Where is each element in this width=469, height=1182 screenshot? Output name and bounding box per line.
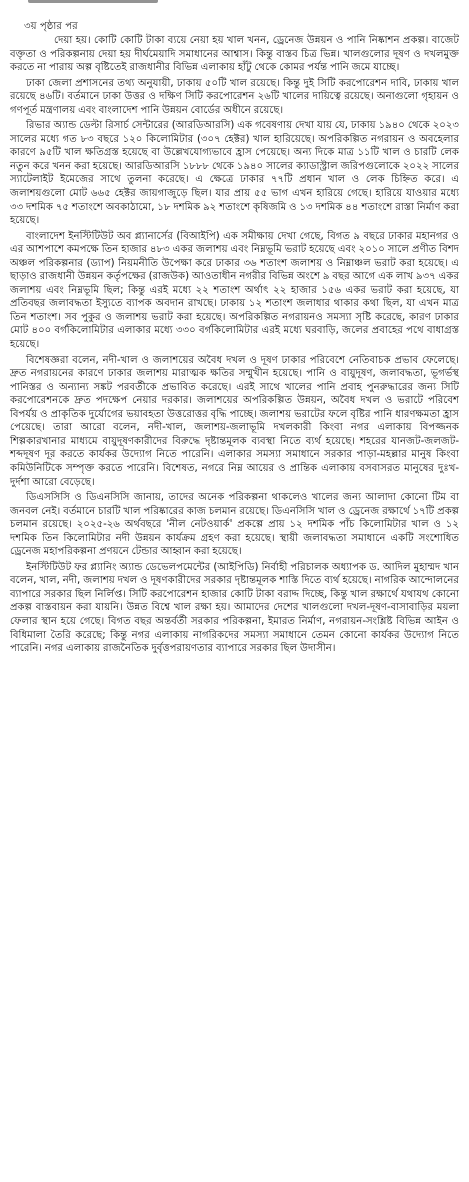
- article-body: [10, 34, 459, 656]
- clipped-headline-fragment: [28, 0, 158, 3]
- article-paragraph-4: বাংলাদেশ ইনস্টিটিউট অব প্ল্যানার্সের (বিআইপি) এক সমীক্ষায় দেখা গেছে, বিগত ৯ বছরে ঢাকার মহানগর ও এর আশপাশে কমপক্ষে তিন হাজার ৪৮৩ একর জলাশয় এবং নিম্নভূমি ভরাট হয়েছে এবং ২০১০ সালে প্রণীত বিশদ অঞ্চল পরিকল্পনার (ড্যাপ) নিয়মনীতি উপেক্ষা করে ঢাকার ৩৬ শতাংশ জলাশয় ও নিম্নাঞ্চল ভরাট করা হয়েছে। এ ছাড়াও রাজধানী উন্নয়ন কর্তৃপক্ষের (রাজউক) আওতাধীন নগরীর বিভিন্ন অংশে ৯ বছর আগে এক লাখ ৯৩৭ একর জলাশয় এবং নিম্নভূমি ছিল; কিন্তু এরই মধ্যে ২২ শতাংশ অর্থাৎ ২২ হাজার ১৫৬ একর ভরাট করা হয়েছে, যা প্রতিবছর জলাবদ্ধতা ইস্যুতে ব্যাপক অবদান রাখছে। ঢাকায় ১২ শতাংশ জলাধার থাকার কথা ছিল, যা এখন মাত্র তিন শতাংশ। সব পুকুর ও জলাশয় ভরাট করা হয়েছে। অপরিকল্পিত নগরায়নও সমস্যা সৃষ্টি করেছে, কারণ ঢাকার মোট ৪০০ বর্গকিলোমিটার এলাকার মধ্যে ৩৩০ বর্গকিলোমিটার এরই মধ্যে ঘরবাড়ি, জলের প্রবাহের পথে বাধাগ্রস্ত হয়েছে।: [10, 230, 459, 351]
- article-paragraph-2: ঢাকা জেলা প্রশাসনের তথ্য অনুযায়ী, ঢাকায় ৫০টি খাল রয়েছে। কিন্তু দুই সিটি করপোরেশন দাবি, ঢাকায় খাল রয়েছে ৪৬টি। বর্তমানে ঢাকা উত্তর ও দক্ষিণ সিটি করপোরেশন ২৬টি খালের দায়িত্বে রয়েছে। অনাগুলো গৃহায়ন ও গণপূর্ত মন্ত্রণালয় এবং বাংলাদেশ পানি উন্নয়ন বোর্ডের অধীনে রয়েছে।: [10, 77, 459, 116]
- article-paragraph-5: বিশেষজ্ঞরা বলেন, নদী-খাল ও জলাশয়ের অবৈধ দখল ও দূষণ ঢাকার পরিবেশে নেতিবাচক প্রভাব ফেলেছে। দ্রুত নগরায়নের কারণে ঢাকার জলাশয় মারাত্মক ক্ষতির সম্মুখীন হয়েছে। পানি ও বায়ুদূষণ, জলাবদ্ধতা, ভূগর্ভস্থ পানিস্তর ও অন্যান্য সঙ্কট পরবর্তীকে প্রভাবিত করেছে। এরই সাথে খালের পানি প্রবাহ পুনরুদ্ধারের জন্য সিটি করপোরেশনকে দ্রুত পদক্ষেপ নেয়ার দরকার। জলাশয়ের অপরিকল্পিত উন্নয়ন, অবৈধ দখল ও ভরাটে পরিবেশ বিপর্যয় ও প্রাকৃতিক দুর্যোগের ভয়াবহতা উত্তরোত্তর বৃদ্ধি পাচ্ছে। জলাশয় ভরাটের ফলে বৃষ্টির পানি ধারণক্ষমতা হ্রাস পেয়েছে। তারা আরো বলেন, নদী-খাল, জলাশয়-জলাভূমি দখলকারী কিংবা নগর এলাকায় বিপজ্জনক শিল্পকারখানার মাধ্যমে বায়ুদূষণকারীদের বিরুদ্ধে দৃষ্টান্তমূলক ব্যবস্থা নিতে ব্যর্থ হয়েছে। শহরের যানজট-জলজট-শব্দদূষণ দূর করতে কার্যকর উদ্যোগ নিতে পারেনি। এলাকার সমস্যা সমাধানে সরকার পাড়া-মহল্লার মানুষ কিংবা কমিউনিটিকে সম্পৃক্ত করতে পারেনি। বিশেষত, নগরে নিম্ন আয়ের ও প্রান্তিক এলাকায় বসবাসরত মানুষের দুঃখ-দুর্দশা আরো বেড়েছে।: [10, 354, 459, 488]
- article-paragraph-7: ইনস্টিটিউট ফর প্ল্যানিং অ্যান্ড ডেভেলপমেন্টের (আইপিডি) নির্বাহী পরিচালক অধ্যাপক ড. আদিল মুহাম্মদ খান বলেন, খাল, নদী, জলাশয় দখল ও দূষণকারীদের সরকার দৃষ্টান্তমূলক শাস্তি দিতে ব্যর্থ হয়েছে। নাগরিক আন্দোলনের ব্যাপারে সরকার ছিল নির্লিপ্ত। সিটি করপোরেশন হাজার কোটি টাকা বরাদ্দ দিচ্ছে, কিন্তু খাল রক্ষার্থে যথাযথ কোনো প্রকল্প বাস্তবায়ন করা যায়নি। উন্নত বিশ্বে খাল রক্ষা হয়। আমাদের দেশের খালগুলো দখল-দূষণ-বাসাবাড়ির ময়লা ফেলার স্থান হয়ে গেছে। বিগত বছর অন্তর্বর্তী সরকার পরিকল্পনা, ইমারত নির্মাণ, নগরায়ন-সংশ্লিষ্ট বিভিন্ন আইন ও বিধিমালা তৈরি করেছে; কিন্তু নগর এলাকায় নাগরিকদের সমস্যা সমাধানে তেমন কোনো কার্যকর উদ্যোগ নিতে পারেনি। নগর এলাকায় রাজনৈতিক দুর্বৃত্তপরায়ণতার ব্যাপারে সরকার ছিল উদাসীন।: [10, 561, 459, 655]
- continuation-note: ৩য় পৃষ্ঠার পর: [24, 21, 78, 32]
- article-paragraph-3: রিভার অ্যান্ড ডেল্টা রিসার্চ সেন্টারের (আরডিআরসি) এক গবেষণায় দেখা যায় যে, ঢাকায় ১৯৪০ থেকে ২০২৩ সালের মধ্যে গত ৮৩ বছরে ১২০ কিলোমিটার (৩০৭ হেক্টর) খাল হারিয়েছে। অপরিকল্পিত নগরায়ন ও অবহেলার কারণে ৯৫টি খাল ক্ষতিগ্রস্ত হয়েছে বা উল্লেখযোগ্যভাবে হ্রাস পেয়েছে। অন্য দিকে মাত্র ১১টি খাল ও চারটি লেক নতুন করে খনন করা হয়েছে। আরডিআরসি ১৮৮৮ থেকে ১৯৪০ সালের ক্যাডাস্ট্রাল জরিপগুলোকে ২০২২ সালের স্যাটেলাইট ইমেজের সাথে তুলনা করেছে। এ ক্ষেত্রে ঢাকার ৭৭টি প্রধান খাল ও লেক চিহ্নিত করে। এ জলাশয়গুলো মোট ৬৬৫ হেক্টর জায়গাজুড়ে ছিল। যার প্রায় ৫৫ ভাগ এখন হারিয়ে গেছে। হারিয়ে যাওয়ার মধ্যে ৩৩ দশমিক ৭৫ শতাংশে অবকাঠামো, ১৮ দশমিক ৯২ শতাংশে কৃষিজমি ও ১৩ দশমিক ৪৪ শতাংশে রাস্তা নির্মাণ করা হয়েছে।: [10, 120, 459, 227]
- article-paragraph-1: দেয়া হয়। কোটি কোটি টাকা ব্যয়ে নেয়া হয় খাল খনন, ড্রেনেজ উন্নয়ন ও পানি নিষ্কাশন প্রকল্প। বাজেট বক্তৃতা ও পরিকল্পনায় দেয়া হয় দীর্ঘমেয়াদি সমাধানের আশ্বাস। কিন্তু বাস্তব চিত্র ভিন্ন। খালগুলোর দূষণ ও দখলমুক্ত করতে না পারায় অল্প বৃষ্টিতেই রাজধানীর বিভিন্ন এলাকায় হাঁটু থেকে কোমর পর্যন্ত পানি জমে যাচ্ছে।: [10, 35, 459, 74]
- article-paragraph-6: ডিএসসিসি ও ডিএনসিসি জানায়, তাদের অনেক পরিকল্পনা থাকলেও খালের জন্য আলাদা কোনো টিম বা জনবল নেই। বর্তমানে চারটি খাল পরিষ্কারের কাজ চলমান রয়েছে। ডিএনসিসি খাল ও ড্রেনেজ রক্ষার্থে ১৭টি প্রকল্প চলমান রয়েছে। ২০২৫-২৬ অর্থবছরে 'নীল নেটওয়ার্ক' প্রকল্পে প্রায় ১২ দশমিক পাঁচ কিলোমিটার খাল ও ১২ দশমিক তিন কিলোমিটার নদী উন্নয়ন কার্যক্রম গ্রহণ করা হয়েছে। স্থায়ী জলাবদ্ধতা সমাধানে একটি সংশোধিত ড্রেনেজ মহাপরিকল্পনা প্রণয়নে টেন্ডার আহ্বান করা হয়েছে।: [10, 492, 459, 558]
